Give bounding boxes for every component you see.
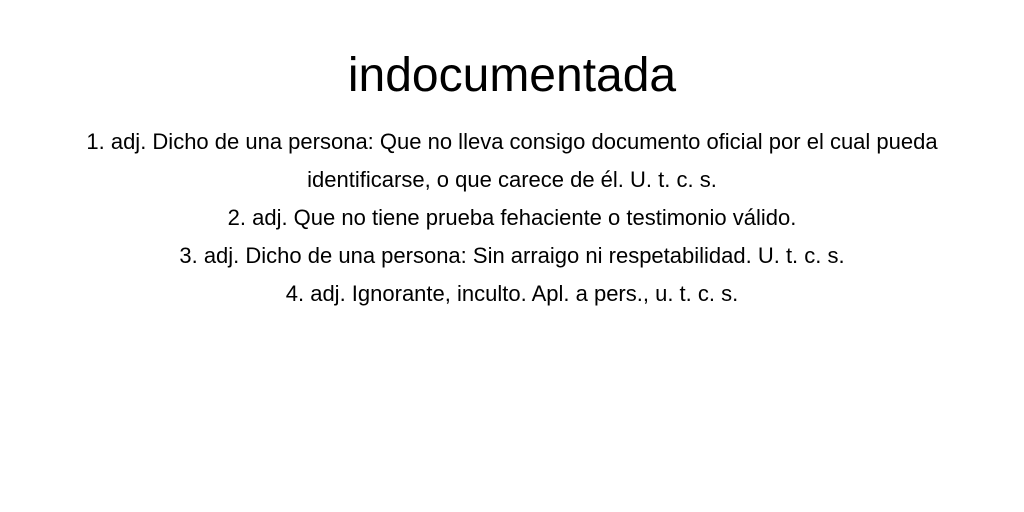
entry-headword: indocumentada [347, 49, 677, 102]
definitions-list [52, 123, 972, 313]
definition-1: 1. adj. Dicho de una persona: Que no lleva consigo documento oficial por el cual pueda identificarse, o que carece de él. U. t. c. s. [86, 129, 938, 192]
definition-3: 3. adj. Dicho de una persona: Sin arraigo ni respetabilidad. U. t. c. s. [179, 243, 845, 268]
definition-2: 2. adj. Que no tiene prueba fehaciente o testimonio válido. [227, 205, 797, 230]
definition-4: 4. adj. Ignorante, inculto. Apl. a pers., u. t. c. s. [285, 281, 739, 306]
